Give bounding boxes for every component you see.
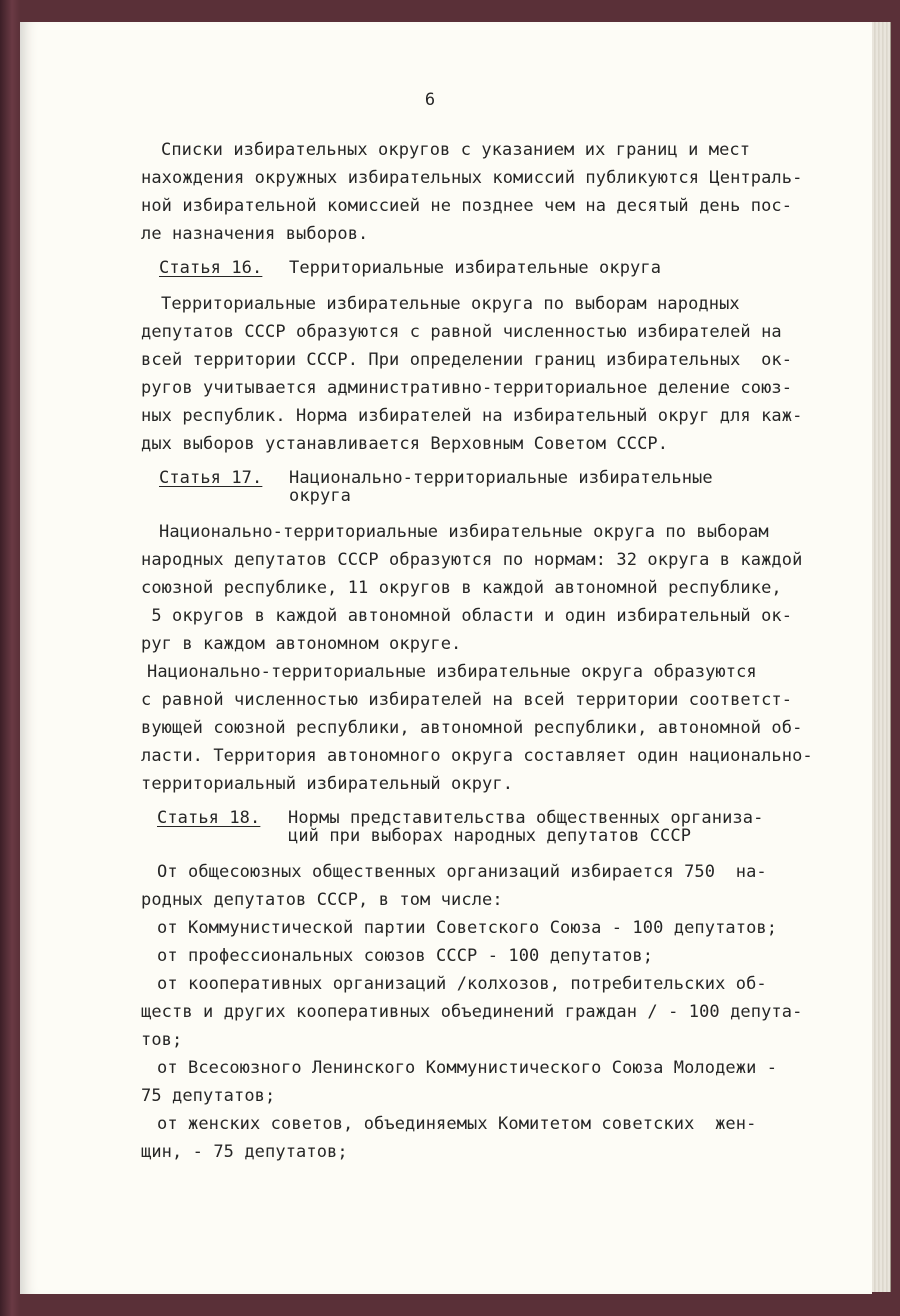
article-18-label: Статья 18. — [157, 808, 261, 828]
list-item: от женских советов, объединяемых Комитетом советских жен- — [157, 1114, 757, 1134]
article-16-title: Территориальные избирательные округа — [289, 258, 662, 278]
article-17-label: Статья 17. — [159, 468, 263, 488]
list-item: от Всесоюзного Ленинского Коммунистического Союза Молодежи - — [157, 1058, 778, 1078]
text-line: родных депутатов СССР, в том числе: — [141, 890, 503, 910]
text-line: Территориальные избирательные округа по выборам народных — [161, 294, 740, 314]
page-number: 6 — [424, 90, 436, 110]
article-18-title-line: ций при выборах народных депутатов СССР — [288, 826, 692, 846]
text-line: с равной численностью избирателей на всей территории соответст- — [141, 690, 793, 710]
list-item: от кооперативных организаций /колхозов, потребительских об- — [157, 974, 767, 994]
text-line: ществ и других кооперативных объединений граждан / - 100 депута- — [141, 1002, 803, 1022]
text-line: ругов учитывается административно-территориальное деление союз- — [141, 378, 793, 398]
text-line: От общесоюзных общественных организаций избирается 750 на- — [157, 862, 767, 882]
text-line: депутатов СССР образуются с равной численностью избирателей на — [141, 322, 782, 342]
text-line: ле назначения выборов. — [141, 224, 369, 244]
text-line: Национально-территориальные избирательные округа образуются — [147, 662, 757, 682]
text-line: дых выборов устанавливается Верховным Советом СССР. — [141, 434, 669, 454]
text-line: вующей союзной республики, автономной республики, автономной об- — [141, 718, 803, 738]
text-line: союзной республике, 11 округов в каждой автономной республике, — [141, 578, 782, 598]
text-line: территориальный избирательный округ. — [141, 774, 514, 794]
binding-edge — [0, 0, 20, 1316]
text-line: Списки избирательных округов с указанием их границ и мест — [161, 140, 751, 160]
text-line: нахождения окружных избирательных комиссий публикуются Централь- — [141, 168, 803, 188]
text-line: Национально-территориальные избирательные округа по выборам — [159, 522, 769, 542]
text-line: всей территории СССР. При определении границ избирательных ок- — [141, 350, 793, 370]
text-line: ных республик. Норма избирателей на избирательный округ для каж- — [141, 406, 803, 426]
text-line: народных депутатов СССР образуются по нормам: 32 округа в каждой — [141, 550, 803, 570]
document-page — [20, 22, 872, 1294]
article-18-title-line: Нормы представительства общественных организа- — [288, 808, 764, 828]
list-item: от Коммунистической партии Советского Союза - 100 депутатов; — [157, 918, 778, 938]
article-17-title-line: Национально-территориальные избирательные — [289, 468, 713, 488]
text-line: 75 депутатов; — [141, 1086, 276, 1106]
article-16-label: Статья 16. — [159, 258, 263, 278]
text-line: ласти. Территория автономного округа составляет один национально- — [141, 746, 813, 766]
text-line: тов; — [141, 1030, 183, 1050]
text-line: ной избирательной комиссией не позднее чем на десятый день пос- — [141, 196, 793, 216]
list-item: от профессиональных союзов СССР - 100 депутатов; — [157, 946, 654, 966]
text-line: 5 округов в каждой автономной области и один избирательный ок- — [141, 606, 793, 626]
article-17-title-line: округа — [289, 486, 352, 506]
text-line: щин, - 75 депутатов; — [141, 1142, 348, 1162]
text-line: руг в каждом автономном округе. — [141, 634, 462, 654]
